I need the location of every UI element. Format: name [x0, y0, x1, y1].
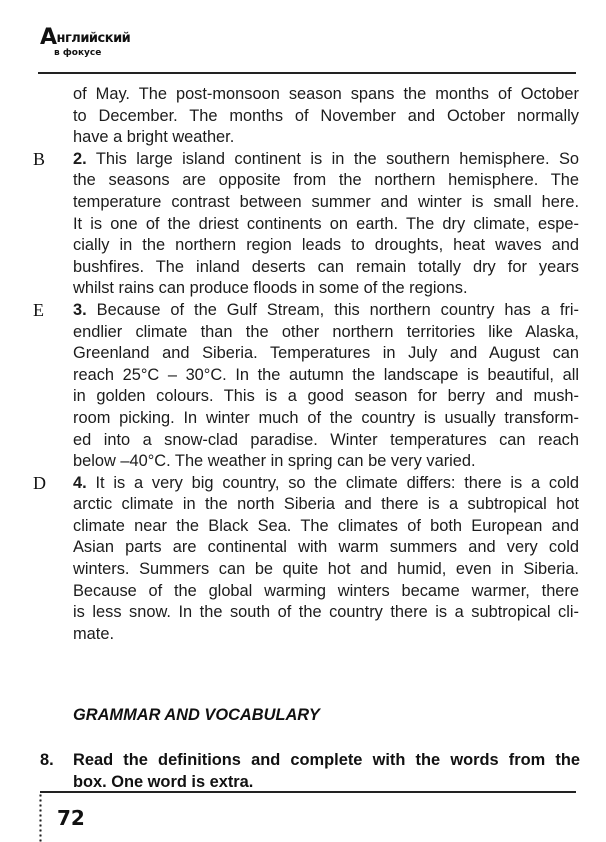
text-line: temperature contrast between summer and winter is small here. [73, 192, 579, 211]
text-line: mate. [73, 624, 114, 643]
paragraph-2 [33, 148, 579, 300]
logo-title-rest: нглийский [56, 31, 131, 46]
paragraph-3 [33, 299, 579, 473]
text-line: in golden colours. This is a good season for berry and mush- [73, 387, 579, 406]
text-line: to December. The months of November and October normally [73, 106, 579, 125]
paragraph-number: 3. [73, 300, 87, 319]
text-line: reach 25°C – 30°C. In the autumn the landscape is beautiful, all [73, 365, 579, 384]
answer-letter: B [33, 148, 46, 169]
section-heading: GRAMMAR AND VOCABULARY [73, 706, 320, 724]
text-line: cially in the northern region leads to droughts, heat waves and [73, 236, 579, 255]
text-line-content: Because of the Gulf Stream, this northern country has a fri- [96, 300, 579, 319]
text-line: It is one of the driest continents on earth. The dry climate, espe- [73, 214, 579, 233]
paragraph-number: 2. [73, 149, 87, 168]
task-text [73, 750, 580, 793]
text-line: Because of the global warming winters became warmer, there [73, 581, 579, 600]
text-line: below –40°C. The weather in spring can be very varied. [73, 452, 476, 471]
text-line: arctic climate in the north Siberia and there is a subtropical hot [73, 495, 579, 514]
paragraph-continued [73, 84, 579, 149]
reading-text [33, 84, 579, 645]
text-line: have a bright weather. [73, 128, 235, 147]
task-instruction [40, 750, 580, 793]
text-line: climate near the Black Sea. The climates of both European and [73, 516, 579, 535]
text-line: of May. The post-monsoon season spans the months of October [73, 85, 579, 103]
text-line [73, 300, 579, 322]
header-divider [38, 72, 576, 74]
paragraph-4 [33, 472, 579, 646]
book-logo [40, 25, 131, 58]
task-text-line: Read the definitions and complete with the words from the [73, 751, 580, 769]
text-line: bushfires. The inland deserts can remain totally dry for years [73, 257, 579, 276]
text-line-content: This large island continent is in the southern hemisphere. So [95, 149, 579, 168]
text-line: Asian parts are continental with warm summers and very cold [73, 538, 579, 557]
task-number: 8. [40, 751, 54, 769]
text-line: winters. Summers can be quite hot and humid, even in Siberia. [73, 560, 579, 579]
answer-letter: D [33, 472, 46, 493]
text-line: Greenland and Siberia. Temperatures in July and August can [73, 344, 579, 363]
footer-divider [40, 791, 576, 793]
text-line: endlier climate than the other northern territories like Alaska, [73, 322, 579, 341]
answer-letter: E [33, 299, 44, 320]
logo-subtitle: в фокусе [54, 48, 102, 58]
dotted-margin-line [39, 793, 42, 842]
page-number: 72 [57, 806, 85, 830]
paragraph-number: 4. [73, 473, 87, 492]
text-line [73, 473, 579, 495]
text-line: ed into a snow-clad paradise. Winter temperatures can reach [73, 430, 579, 449]
logo-title [40, 25, 131, 50]
task-text-line: box. One word is extra. [73, 772, 254, 791]
text-line [73, 149, 579, 171]
text-line: the seasons are opposite from the northern hemisphere. The [73, 171, 579, 190]
text-line: room picking. In winter much of the country is usually transform- [73, 408, 579, 427]
text-line: whilst rains can produce floods in some of the regions. [73, 279, 468, 298]
logo-title-initial: А [40, 25, 57, 50]
text-line: is less snow. In the south of the country there is a subtropical cli- [73, 603, 579, 622]
text-line-content: It is a very big country, so the climate differs: there is a cold [95, 473, 579, 492]
